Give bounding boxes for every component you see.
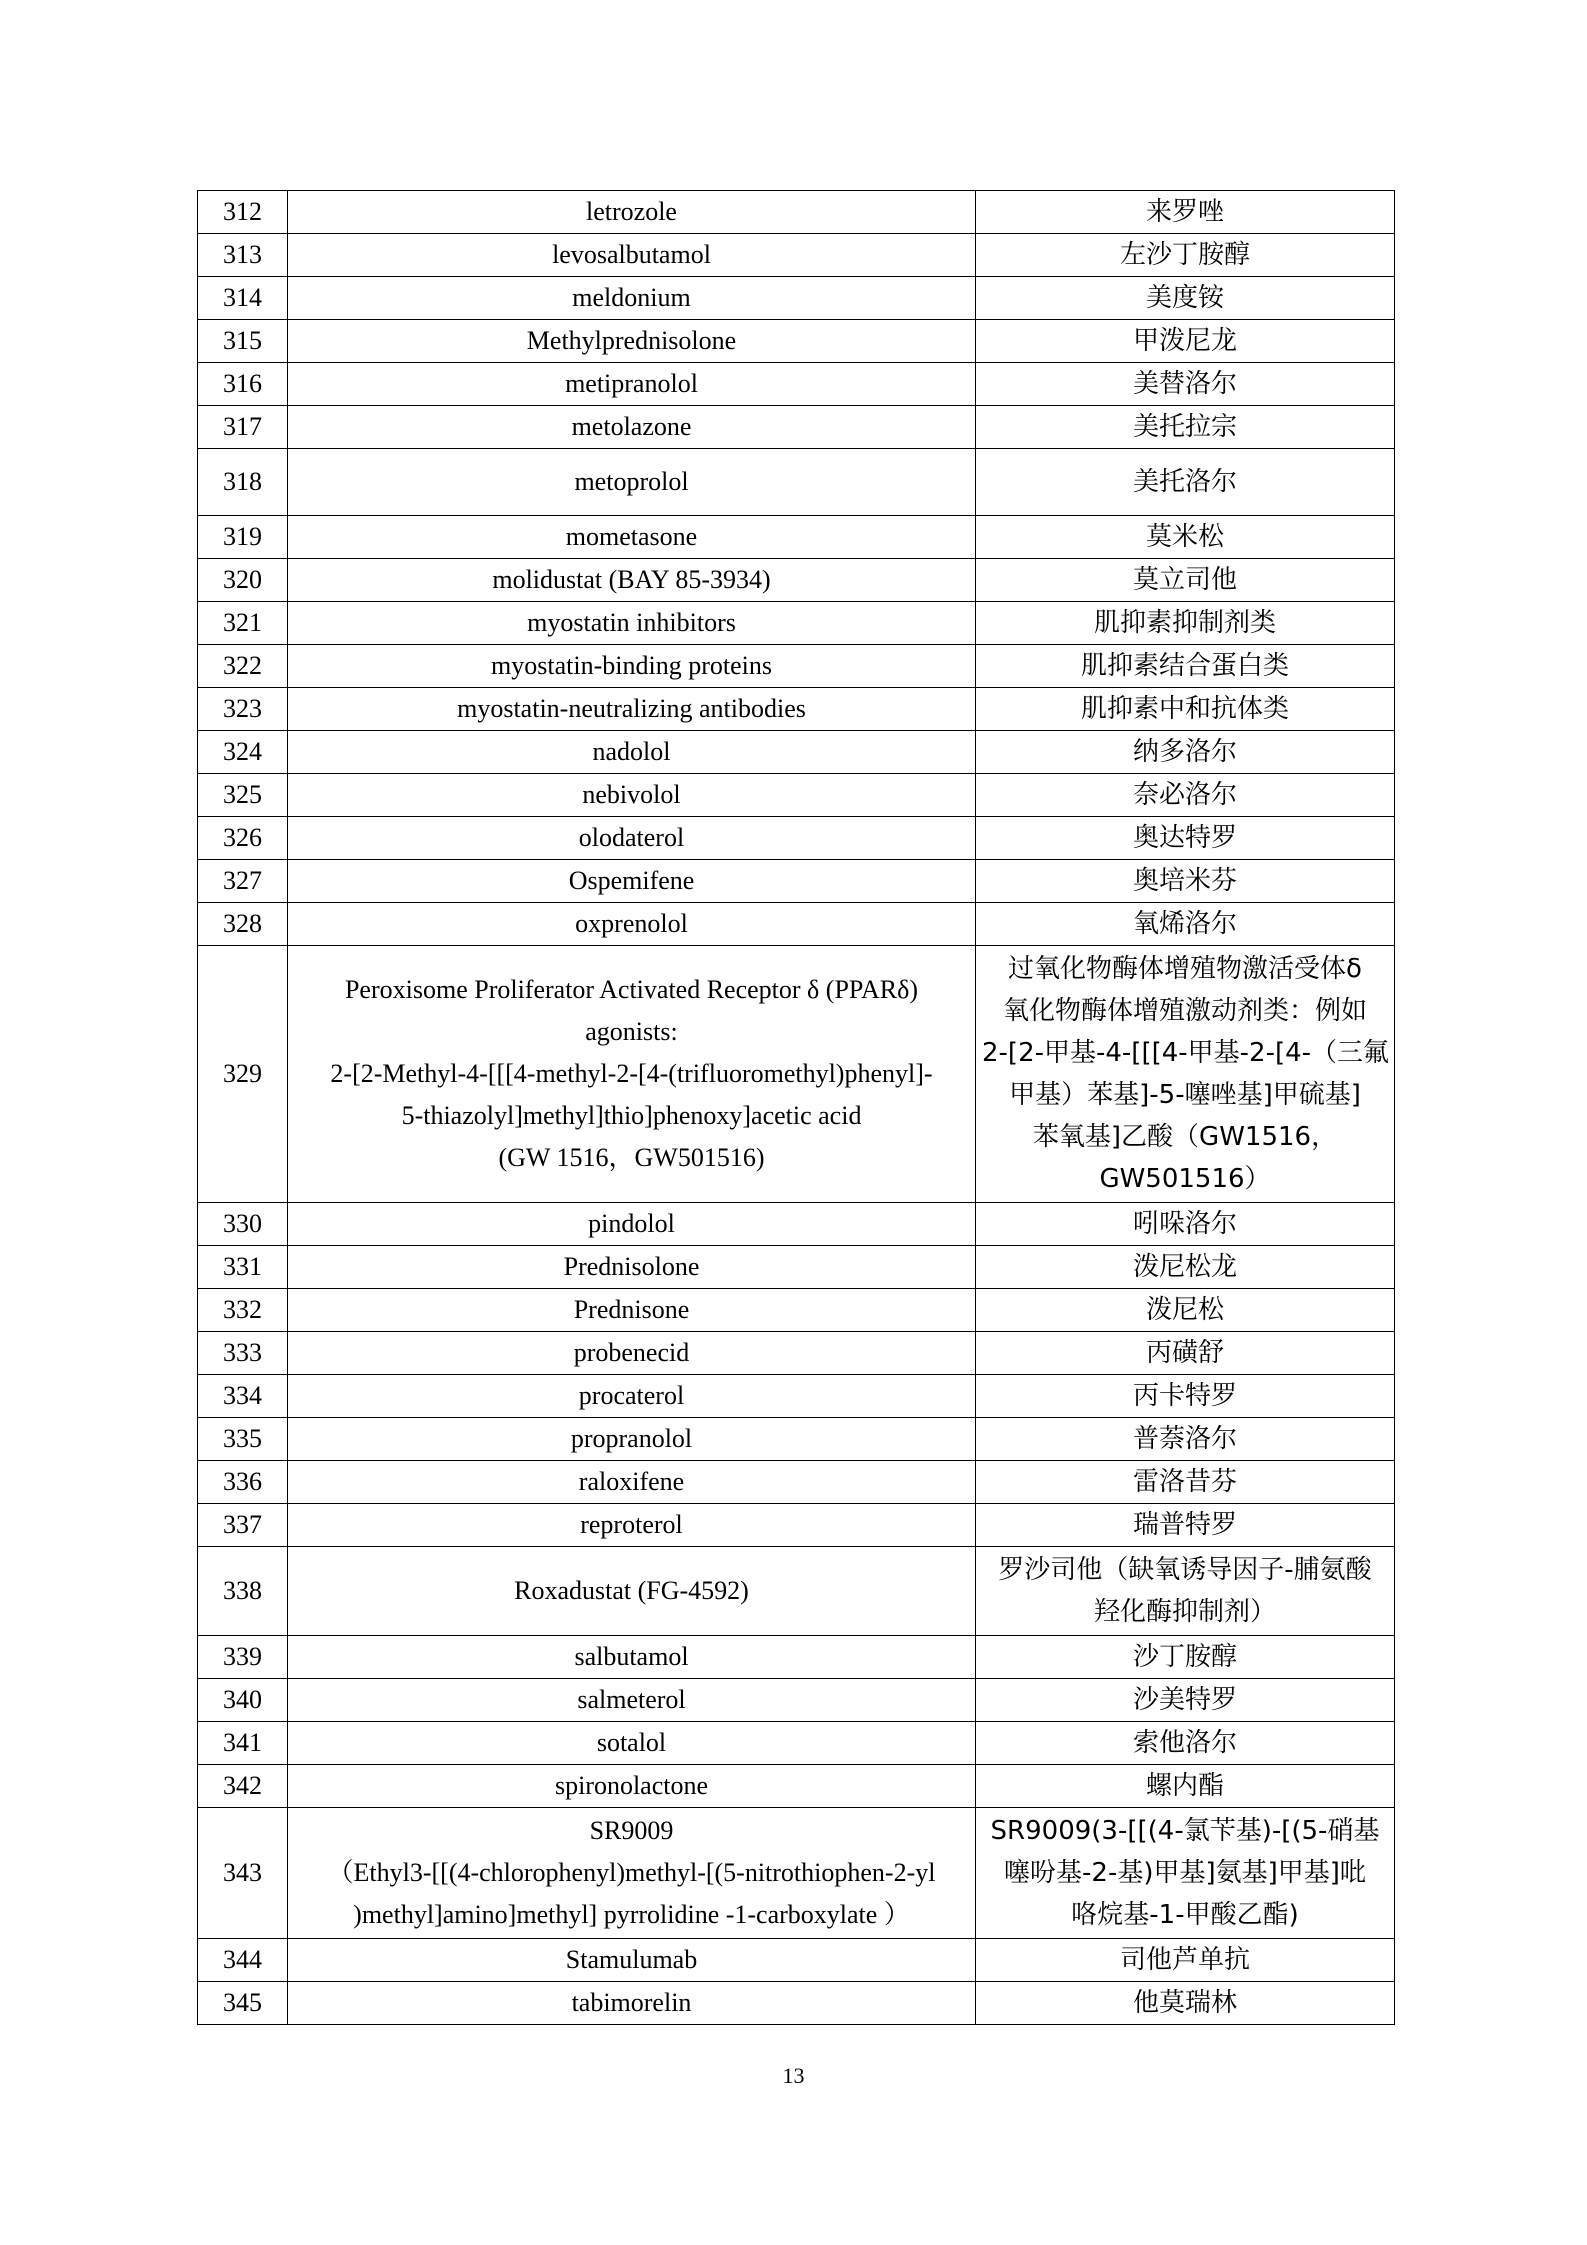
- chinese-name-cell: [976, 406, 1395, 449]
- english-name-line: propranolol: [570, 1424, 693, 1453]
- chinese-name-line: 甲泼尼龙: [1132, 326, 1237, 356]
- table-row: [198, 1765, 1395, 1808]
- english-name-line: Methylprednisolone: [526, 326, 737, 355]
- english-name-cell: [288, 191, 976, 234]
- english-name-cell: [288, 1722, 976, 1765]
- chinese-name-line: 美托洛尔: [1132, 467, 1237, 497]
- chinese-name-cell: [976, 1982, 1395, 2025]
- english-name-cell: [288, 406, 976, 449]
- english-name-line: metoprolol: [574, 467, 689, 496]
- chinese-name-cell: [976, 688, 1395, 731]
- chinese-name-line: 泼尼松龙: [1132, 1252, 1237, 1282]
- row-number: 329: [198, 946, 288, 1203]
- table-row: [198, 1418, 1395, 1461]
- chinese-name-line: 奥达特罗: [1132, 823, 1237, 853]
- chinese-name-cell: [976, 1504, 1395, 1547]
- chinese-name-line: 沙美特罗: [1132, 1685, 1237, 1715]
- chinese-name-cell: [976, 860, 1395, 903]
- english-name-cell: [288, 731, 976, 774]
- english-name-line: metolazone: [571, 412, 692, 441]
- english-name-cell: [288, 1765, 976, 1808]
- row-number: 312: [198, 191, 288, 234]
- english-name-cell: [288, 817, 976, 860]
- english-name-cell: [288, 1246, 976, 1289]
- table-row: [198, 234, 1395, 277]
- chinese-name-cell: [976, 516, 1395, 559]
- chinese-name-line: 丙磺舒: [1145, 1338, 1224, 1368]
- row-number: 343: [198, 1808, 288, 1939]
- row-number: 328: [198, 903, 288, 946]
- table-row: [198, 406, 1395, 449]
- chinese-name-line: 氧化物酶体增殖激动剂类：例如: [1002, 996, 1367, 1026]
- chinese-name-cell: [976, 645, 1395, 688]
- table-row: [198, 860, 1395, 903]
- chinese-name-line: 索他洛尔: [1132, 1728, 1237, 1758]
- english-name-cell: [288, 1939, 976, 1982]
- english-name-cell: [288, 602, 976, 645]
- english-name-line: Prednisolone: [563, 1252, 700, 1281]
- chinese-name-cell: [976, 1679, 1395, 1722]
- chinese-name-line: 瑞普特罗: [1132, 1510, 1237, 1540]
- english-name-line: molidustat (BAY 85-3934): [492, 565, 771, 594]
- english-name-cell: [288, 363, 976, 406]
- english-name-cell: [288, 1289, 976, 1332]
- chinese-name-cell: [976, 903, 1395, 946]
- english-name-line: Roxadustat (FG-4592): [514, 1576, 749, 1605]
- chinese-name-cell: [976, 1636, 1395, 1679]
- chinese-name-line: 左沙丁胺醇: [1119, 240, 1250, 270]
- english-name-cell: [288, 1418, 976, 1461]
- english-name-line: (GW 1516，GW501516): [498, 1143, 765, 1172]
- chinese-name-line: 奥培米芬: [1132, 866, 1237, 896]
- chinese-name-line: 他莫瑞林: [1132, 1988, 1237, 2018]
- chinese-name-line: 美替洛尔: [1132, 369, 1237, 399]
- english-name-cell: [288, 1636, 976, 1679]
- english-name-line: salmeterol: [577, 1685, 686, 1714]
- english-name-cell: [288, 860, 976, 903]
- english-name-cell: [288, 946, 976, 1203]
- chinese-name-line: 莫米松: [1145, 522, 1224, 552]
- table-row: [198, 688, 1395, 731]
- chinese-name-line: 丙卡特罗: [1132, 1381, 1237, 1411]
- table-row: [198, 363, 1395, 406]
- english-name-line: nadolol: [592, 737, 671, 766]
- table-row: [198, 1504, 1395, 1547]
- english-name-line: 2-[2-Methyl-4-[[[4-methyl-2-[4-(trifluoromethyl)phenyl]-: [330, 1059, 933, 1088]
- english-name-line: metipranolol: [565, 369, 698, 398]
- table-row: [198, 1332, 1395, 1375]
- row-number: 342: [198, 1765, 288, 1808]
- table-row: [198, 1636, 1395, 1679]
- chinese-name-cell: [976, 817, 1395, 860]
- chinese-name-cell: [976, 363, 1395, 406]
- table-row: [198, 774, 1395, 817]
- table-row: [198, 516, 1395, 559]
- chinese-name-cell: [976, 1246, 1395, 1289]
- table-row: [198, 449, 1395, 516]
- row-number: 319: [198, 516, 288, 559]
- chinese-name-line: 咯烷基-1-甲酸乙酯): [1071, 1900, 1299, 1930]
- english-name-cell: [288, 1461, 976, 1504]
- row-number: 318: [198, 449, 288, 516]
- english-name-line: reproterol: [580, 1510, 683, 1539]
- table-row: [198, 1203, 1395, 1246]
- english-name-line: agonists:: [585, 1017, 678, 1046]
- row-number: 324: [198, 731, 288, 774]
- table-row: [198, 903, 1395, 946]
- row-number: 336: [198, 1461, 288, 1504]
- table-row: [198, 1547, 1395, 1636]
- chinese-name-cell: [976, 1722, 1395, 1765]
- chinese-name-line: 纳多洛尔: [1132, 737, 1237, 767]
- english-name-line: letrozole: [586, 197, 677, 226]
- chinese-name-cell: [976, 731, 1395, 774]
- row-number: 326: [198, 817, 288, 860]
- english-name-line: levosalbutamol: [552, 240, 711, 269]
- table-row: [198, 946, 1395, 1203]
- chinese-name-line: 2-[2-甲基-4-[[[4-甲基-2-[4-（三氟: [982, 1038, 1390, 1068]
- table-row: [198, 1246, 1395, 1289]
- chinese-name-cell: [976, 1547, 1395, 1636]
- chinese-name-line: 沙丁胺醇: [1132, 1642, 1237, 1672]
- chinese-name-line: 噻吩基-2-基)甲基]氨基]甲基]吡: [1004, 1858, 1366, 1888]
- chinese-name-line: 奈必洛尔: [1132, 780, 1237, 810]
- english-name-cell: [288, 1808, 976, 1939]
- chinese-name-cell: [976, 277, 1395, 320]
- row-number: 331: [198, 1246, 288, 1289]
- chinese-name-cell: [976, 1332, 1395, 1375]
- chinese-name-cell: [976, 1765, 1395, 1808]
- table-row: [198, 320, 1395, 363]
- row-number: 334: [198, 1375, 288, 1418]
- row-number: 345: [198, 1982, 288, 2025]
- english-name-cell: [288, 1203, 976, 1246]
- english-name-line: pindolol: [588, 1209, 675, 1238]
- chinese-name-line: 氧烯洛尔: [1132, 909, 1237, 939]
- chinese-name-line: 美托拉宗: [1132, 412, 1237, 442]
- table-row: [198, 1982, 1395, 2025]
- english-name-cell: [288, 903, 976, 946]
- table-row: [198, 731, 1395, 774]
- row-number: 314: [198, 277, 288, 320]
- chinese-name-line: 雷洛昔芬: [1132, 1467, 1237, 1497]
- chinese-name-cell: [976, 1289, 1395, 1332]
- chinese-name-line: SR9009(3-[[(4-氯苄基)-[(5-硝基: [990, 1816, 1380, 1846]
- english-name-line: Ospemifene: [568, 866, 695, 895]
- english-name-line: （Ethyl3-[[(4-chlorophenyl)methyl-[(5-nitrothiophen-2-yl: [327, 1858, 936, 1887]
- english-name-cell: [288, 449, 976, 516]
- chinese-name-cell: [976, 449, 1395, 516]
- chinese-name-line: 肌抑素中和抗体类: [1080, 694, 1289, 724]
- english-name-line: olodaterol: [578, 823, 685, 852]
- english-name-cell: [288, 1679, 976, 1722]
- table-row: [198, 1375, 1395, 1418]
- english-name-line: tabimorelin: [571, 1988, 692, 2017]
- chinese-name-cell: [976, 946, 1395, 1203]
- english-name-line: meldonium: [572, 283, 691, 312]
- row-number: 315: [198, 320, 288, 363]
- english-name-line: salbutamol: [574, 1642, 689, 1671]
- english-name-line: Peroxisome Proliferator Activated Receptor δ (PPARδ): [344, 975, 919, 1004]
- chinese-name-line: 司他芦单抗: [1119, 1945, 1250, 1975]
- english-name-line: Prednisone: [573, 1295, 690, 1324]
- english-name-cell: [288, 1982, 976, 2025]
- table-row: [198, 602, 1395, 645]
- row-number: 335: [198, 1418, 288, 1461]
- chinese-name-line: 螺内酯: [1145, 1771, 1224, 1801]
- table-row: [198, 277, 1395, 320]
- english-name-cell: [288, 1375, 976, 1418]
- english-name-cell: [288, 320, 976, 363]
- chinese-name-cell: [976, 320, 1395, 363]
- chinese-name-line: 肌抑素抑制剂类: [1093, 608, 1276, 638]
- english-name-cell: [288, 559, 976, 602]
- chinese-name-line: 美度铵: [1145, 283, 1224, 313]
- chinese-name-line: 羟化酶抑制剂）: [1093, 1597, 1276, 1627]
- row-number: 325: [198, 774, 288, 817]
- row-number: 333: [198, 1332, 288, 1375]
- chinese-name-cell: [976, 1808, 1395, 1939]
- english-name-cell: [288, 1504, 976, 1547]
- chinese-name-line: 过氧化物酶体增殖物激活受体δ: [1008, 954, 1362, 984]
- chinese-name-line: 苯氧基]乙酸（GW1516，: [1032, 1122, 1338, 1152]
- english-name-line: raloxifene: [578, 1467, 685, 1496]
- table-row: [198, 1808, 1395, 1939]
- chinese-name-cell: [976, 1203, 1395, 1246]
- row-number: 330: [198, 1203, 288, 1246]
- english-name-line: spironolactone: [554, 1771, 709, 1800]
- english-name-cell: [288, 1547, 976, 1636]
- chinese-name-line: 泼尼松: [1145, 1295, 1224, 1325]
- row-number: 340: [198, 1679, 288, 1722]
- english-name-line: oxprenolol: [575, 909, 688, 938]
- page-number: 13: [782, 2063, 805, 2088]
- chinese-name-cell: [976, 774, 1395, 817]
- row-number: 341: [198, 1722, 288, 1765]
- row-number: 344: [198, 1939, 288, 1982]
- english-name-line: myostatin-binding proteins: [491, 651, 772, 680]
- chinese-name-line: 罗沙司他（缺氧诱导因子-脯氨酸: [998, 1555, 1372, 1585]
- chinese-name-line: 肌抑素结合蛋白类: [1080, 651, 1289, 681]
- english-name-cell: [288, 688, 976, 731]
- chinese-name-cell: [976, 191, 1395, 234]
- english-name-line: myostatin-neutralizing antibodies: [457, 694, 806, 723]
- table-row: [198, 191, 1395, 234]
- english-name-line: probenecid: [573, 1338, 690, 1367]
- chinese-name-cell: [976, 602, 1395, 645]
- chinese-name-cell: [976, 1939, 1395, 1982]
- chinese-name-line: 莫立司他: [1132, 565, 1237, 595]
- table-row: [198, 645, 1395, 688]
- chinese-name-line: GW501516）: [1099, 1164, 1271, 1194]
- english-name-cell: [288, 645, 976, 688]
- table-row: [198, 559, 1395, 602]
- english-name-cell: [288, 1332, 976, 1375]
- chinese-name-cell: [976, 559, 1395, 602]
- table-row: [198, 1461, 1395, 1504]
- row-number: 338: [198, 1547, 288, 1636]
- substance-table: [197, 190, 1395, 2025]
- row-number: 337: [198, 1504, 288, 1547]
- english-name-line: 5-thiazolyl]methyl]thio]phenoxy]acetic acid: [401, 1101, 862, 1130]
- english-name-cell: [288, 277, 976, 320]
- row-number: 339: [198, 1636, 288, 1679]
- chinese-name-cell: [976, 1418, 1395, 1461]
- row-number: 316: [198, 363, 288, 406]
- row-number: 327: [198, 860, 288, 903]
- row-number: 332: [198, 1289, 288, 1332]
- chinese-name-cell: [976, 1461, 1395, 1504]
- english-name-line: SR9009: [589, 1816, 674, 1845]
- english-name-cell: [288, 234, 976, 277]
- row-number: 321: [198, 602, 288, 645]
- english-name-cell: [288, 774, 976, 817]
- english-name-line: mometasone: [565, 522, 698, 551]
- chinese-name-line: 吲哚洛尔: [1132, 1209, 1237, 1239]
- english-name-cell: [288, 516, 976, 559]
- row-number: 317: [198, 406, 288, 449]
- english-name-line: sotalol: [596, 1728, 667, 1757]
- english-name-line: )methyl]amino]methyl] pyrrolidine -1-carboxylate ）: [353, 1900, 910, 1929]
- chinese-name-cell: [976, 234, 1395, 277]
- chinese-name-line: 来罗唑: [1145, 197, 1224, 227]
- chinese-name-line: 普萘洛尔: [1132, 1424, 1237, 1454]
- english-name-line: Stamulumab: [565, 1945, 698, 1974]
- table-row: [198, 1289, 1395, 1332]
- english-name-line: myostatin inhibitors: [527, 608, 736, 637]
- table-row: [198, 1939, 1395, 1982]
- table-row: [198, 1679, 1395, 1722]
- table-row: [198, 1722, 1395, 1765]
- table-body: [198, 191, 1395, 2025]
- row-number: 322: [198, 645, 288, 688]
- row-number: 320: [198, 559, 288, 602]
- table-row: [198, 817, 1395, 860]
- row-number: 323: [198, 688, 288, 731]
- english-name-line: procaterol: [578, 1381, 685, 1410]
- chinese-name-line: 甲基）苯基]-5-噻唑基]甲硫基]: [1009, 1080, 1361, 1110]
- chinese-name-cell: [976, 1375, 1395, 1418]
- english-name-line: nebivolol: [582, 780, 681, 809]
- row-number: 313: [198, 234, 288, 277]
